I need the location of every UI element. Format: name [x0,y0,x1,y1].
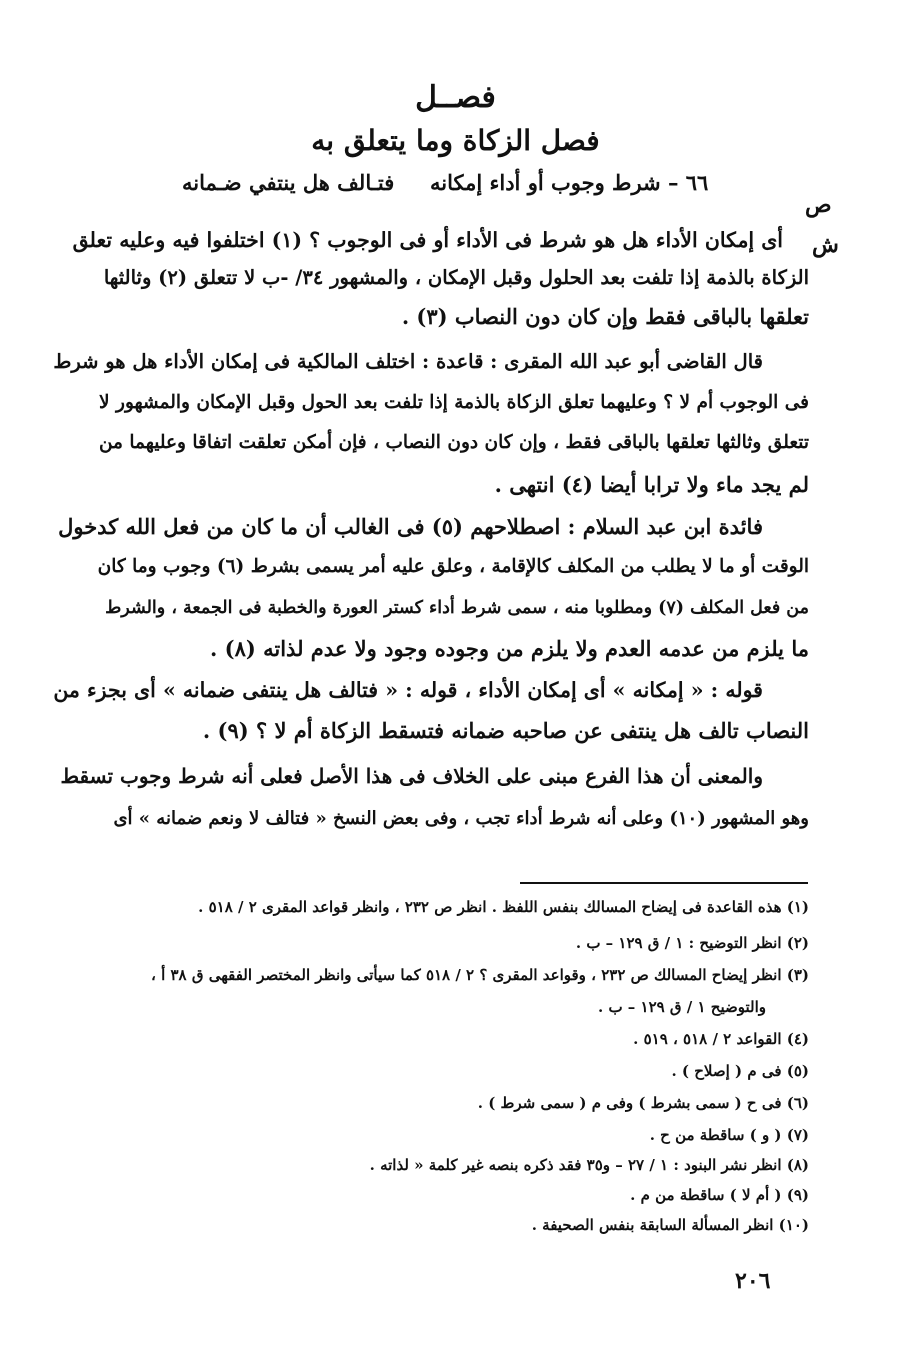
body-line: من فعل المكلف (٧) ومطلوبا منه ، سمى شرط أداء كستر العورة والخطبة فى الجمعة ، والشرط [105,598,809,618]
body-line: تعلقها بالباقى فقط وإن كان دون النصاب (٣) . [401,304,809,329]
chapter-title: فصل الزكاة وما يتعلق به [311,124,600,157]
body-line: فى الوجوب أم لا ؟ وعليهما تعلق الزكاة بالذمة إذا تلفت بعد الحول وقبل الإمكان والمشهور لا [99,392,809,413]
body-line: تتعلق وثالثها تعلقها بالباقى فقط ، وإن كان دون النصاب ، فإن أمكن تعلقت اتفاقا وعليهما من [98,432,809,453]
matn-verse-first-half: ٦٦ – شرط وجوب أو أداء إمكانه [430,170,709,195]
body-line: فائدة ابن عبد السلام : اصطلاحهم (٥) فى الغالب أن ما كان من فعل الله كدخول [58,514,763,539]
footnote: (٩) ( أم لا ) ساقطة من م . [630,1186,809,1204]
body-line: قال القاضى أبو عبد الله المقرى : قاعدة : اختلف المالكية فى إمكان الأداء هل هو شرط [53,350,763,373]
body-line: لم يجد ماء ولا ترابا أيضا (٤) انتهى . [494,472,809,497]
footnote: (١٠) انظر المسألة السابقة بنفس الصحيفة . [531,1216,809,1234]
sharh-marker: ش [812,232,839,258]
footnote: والتوضيح ١ / ق ١٢٩ – ب . [598,998,766,1016]
footnote: (٣) انظر إيضاح المسالك ص ٢٣٢ ، وقواعد المقرى ؟ ٢ / ٥١٨ كما سيأتى وانظر المختصر الفقهى ق ٣٨ أ ، [151,966,809,984]
footnote: (٤) القواعد ٢ / ٥١٨ ، ٥١٩ . [633,1030,809,1048]
page-number: ٢٠٦ [735,1268,771,1294]
matn-marker: ص [805,192,832,218]
footnote: (٥) فى م ( إصلاح ) . [671,1062,809,1080]
body-line: وهو المشهور (١٠) وعلى أنه شرط أداء تجب ، وفى بعض النسخ « فتالف لا ونعم ضمانه » أى [113,808,809,829]
body-line: النصاب تالف هل ينتفى عن صاحبه ضمانه فتسقط الزكاة أم لا ؟ (٩) . [202,718,809,743]
footnote: (٧) ( و ) ساقطة من ح . [649,1126,809,1144]
footnote: (٦) فى ح ( سمى بشرط ) وفى م ( سمى شرط ) . [477,1094,809,1112]
matn-verse-second-half: فتـالف هل ينتفي ضـمانه [182,170,395,195]
body-line: الزكاة بالذمة إذا تلفت بعد الحلول وقبل الإمكان ، والمشهور ٣٤/ -ب لا تتعلق (٢) وثالثها [103,266,809,289]
footnote: (٢) انظر التوضيح : ١ / ق ١٢٩ – ب . [575,934,809,952]
footnote: (١) هذه القاعدة فى إيضاح المسالك بنفس اللفظ . انظر ص ٢٣٢ ، وانظر قواعد المقرى ٢ / ٥١٨ . [198,898,809,916]
body-line: قوله : « إمكانه » أى إمكان الأداء ، قوله : « فتالف هل ينتفى ضمانه » أى بجزء من [53,678,763,702]
section-label: فصــل [415,80,496,115]
body-line: ما يلزم من عدمه العدم ولا يلزم من وجوده وجود ولا عدم لذاته (٨) . [210,636,809,661]
footnote: (٨) انظر نشر البنود : ١ / ٢٧ – و٣٥ فقد ذكره بنصه غير كلمة « لذاته . [369,1156,809,1174]
body-line: والمعنى أن هذا الفرع مبنى على الخلاف فى هذا الأصل فعلى أنه شرط وجوب تسقط [60,764,763,788]
footnote-separator [520,882,808,884]
body-line: الوقت أو ما لا يطلب من المكلف كالإقامة ، وعلق عليه أمر يسمى بشرط (٦) وجوب وما كان [97,556,809,577]
body-line: أى إمكان الأداء هل هو شرط فى الأداء أو فى الوجوب ؟ (١) اختلفوا فيه وعليه تعلق [72,228,783,252]
